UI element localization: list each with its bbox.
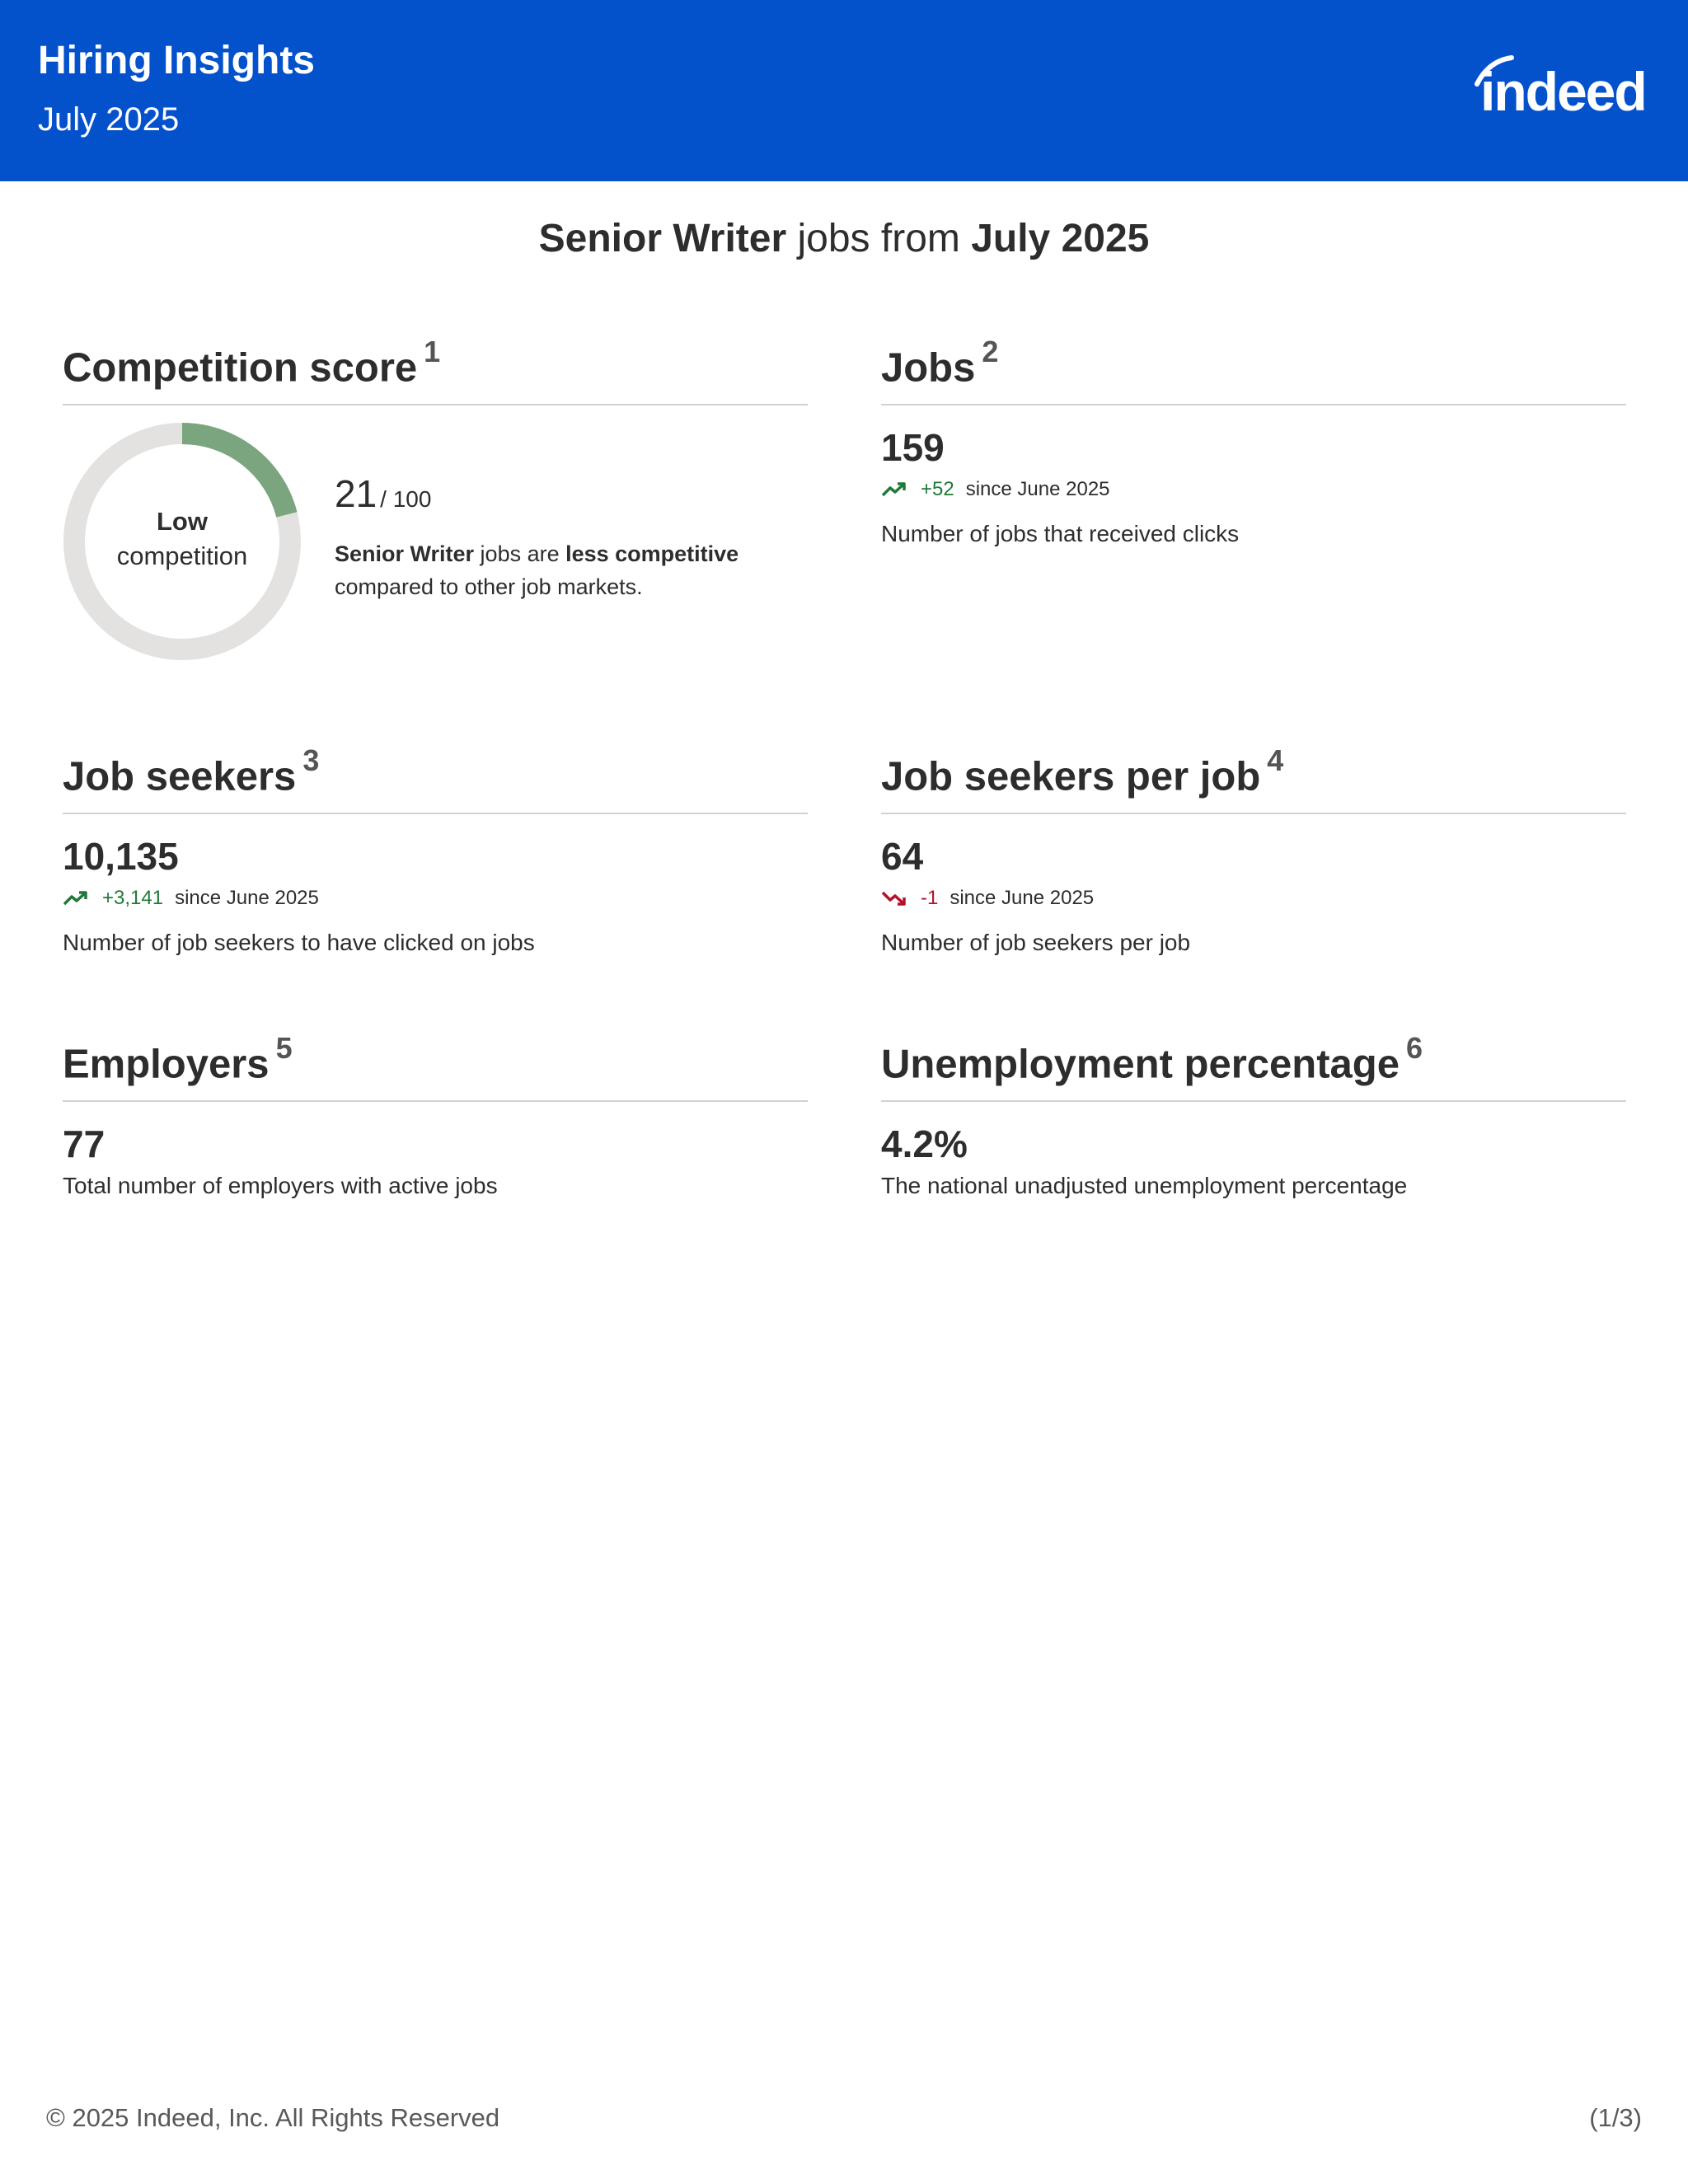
logo-wordmark: indeed	[1480, 61, 1646, 122]
section-divider	[63, 1100, 808, 1102]
copyright: © 2025 Indeed, Inc. All Rights Reserved	[46, 2103, 500, 2132]
footnote-marker: 6	[1406, 1031, 1423, 1065]
indeed-logo	[1469, 49, 1650, 132]
heading-period: July 2025	[971, 217, 1150, 260]
employers-section	[63, 1031, 808, 1199]
competition-score	[335, 471, 431, 516]
unemployment-value: 4.2%	[881, 1122, 968, 1165]
gauge-label	[63, 504, 302, 574]
job-seekers-value: 10,135	[63, 835, 179, 878]
desc-job-title: Senior Writer	[335, 541, 475, 566]
job-seekers-description: Number of job seekers to have clicked on jobs	[63, 930, 535, 955]
trending-down-icon	[881, 889, 907, 907]
competition-level: Low	[157, 507, 208, 536]
footnote-marker: 3	[302, 743, 320, 777]
seekers-per-job-since: since June 2025	[950, 887, 1095, 909]
trending-up-icon	[63, 889, 89, 907]
section-title	[881, 335, 1626, 404]
jobs-trend	[881, 475, 1626, 504]
jobs-delta: +52	[921, 478, 954, 500]
seekers-per-job-delta: -1	[921, 887, 939, 909]
footnote-marker: 2	[982, 335, 999, 368]
section-title	[63, 1031, 808, 1100]
job-seekers-delta: +3,141	[102, 887, 164, 909]
competition-body	[63, 422, 808, 669]
section-divider	[881, 1100, 1626, 1102]
jobs-since: since June 2025	[965, 478, 1110, 500]
section-title-text: Unemployment percentage	[881, 1042, 1400, 1087]
score-max: / 100	[380, 486, 432, 512]
section-divider	[63, 813, 808, 814]
seekers-per-job-description: Number of job seekers per job	[881, 930, 1191, 955]
employers-value: 77	[63, 1122, 106, 1165]
desc-middle: jobs are	[474, 541, 566, 566]
section-title-text: Competition score	[63, 345, 418, 391]
seekers-per-job-value: 64	[881, 835, 924, 878]
heading-middle: jobs from	[786, 217, 972, 260]
footnote-marker: 4	[1267, 743, 1284, 777]
competition-section	[63, 335, 808, 669]
report-period: July 2025	[38, 101, 180, 138]
score-value: 21	[335, 472, 377, 515]
heading-job-title: Senior Writer	[538, 217, 787, 260]
report-title: Hiring Insights	[38, 39, 315, 82]
section-title	[63, 335, 808, 404]
unemployment-description: The national unadjusted unemployment percentage	[881, 1173, 1408, 1198]
competition-level-word: competition	[116, 541, 248, 570]
job-seekers-section	[63, 743, 808, 956]
seekers-per-job-trend	[881, 883, 1626, 913]
report-header	[0, 0, 1688, 181]
jobs-description: Number of jobs that received clicks	[881, 521, 1240, 546]
section-title-text: Job seekers	[63, 754, 297, 799]
job-seekers-trend	[63, 883, 808, 913]
section-title	[63, 743, 808, 813]
seekers-per-job-section	[881, 743, 1626, 956]
trending-up-icon	[881, 480, 907, 499]
desc-level: less competitive	[565, 541, 739, 566]
jobs-section	[881, 335, 1626, 547]
competition-description	[335, 537, 796, 603]
section-divider	[881, 813, 1626, 814]
section-title	[881, 743, 1626, 813]
desc-end: compared to other job markets.	[335, 574, 643, 599]
section-title	[881, 1031, 1626, 1100]
section-divider	[881, 404, 1626, 405]
page-heading	[0, 216, 1688, 261]
section-title-text: Employers	[63, 1042, 270, 1087]
page-number: (1/3)	[1589, 2103, 1642, 2132]
section-divider	[63, 404, 808, 405]
employers-description: Total number of employers with active jobs	[63, 1173, 498, 1198]
section-title-text: Jobs	[881, 345, 976, 391]
section-title-text: Job seekers per job	[881, 754, 1261, 799]
jobs-value: 159	[881, 426, 945, 469]
unemployment-section	[881, 1031, 1626, 1199]
gauge-fill	[182, 434, 287, 514]
footnote-marker: 1	[424, 335, 441, 368]
job-seekers-since: since June 2025	[175, 887, 319, 909]
footnote-marker: 5	[275, 1031, 293, 1065]
